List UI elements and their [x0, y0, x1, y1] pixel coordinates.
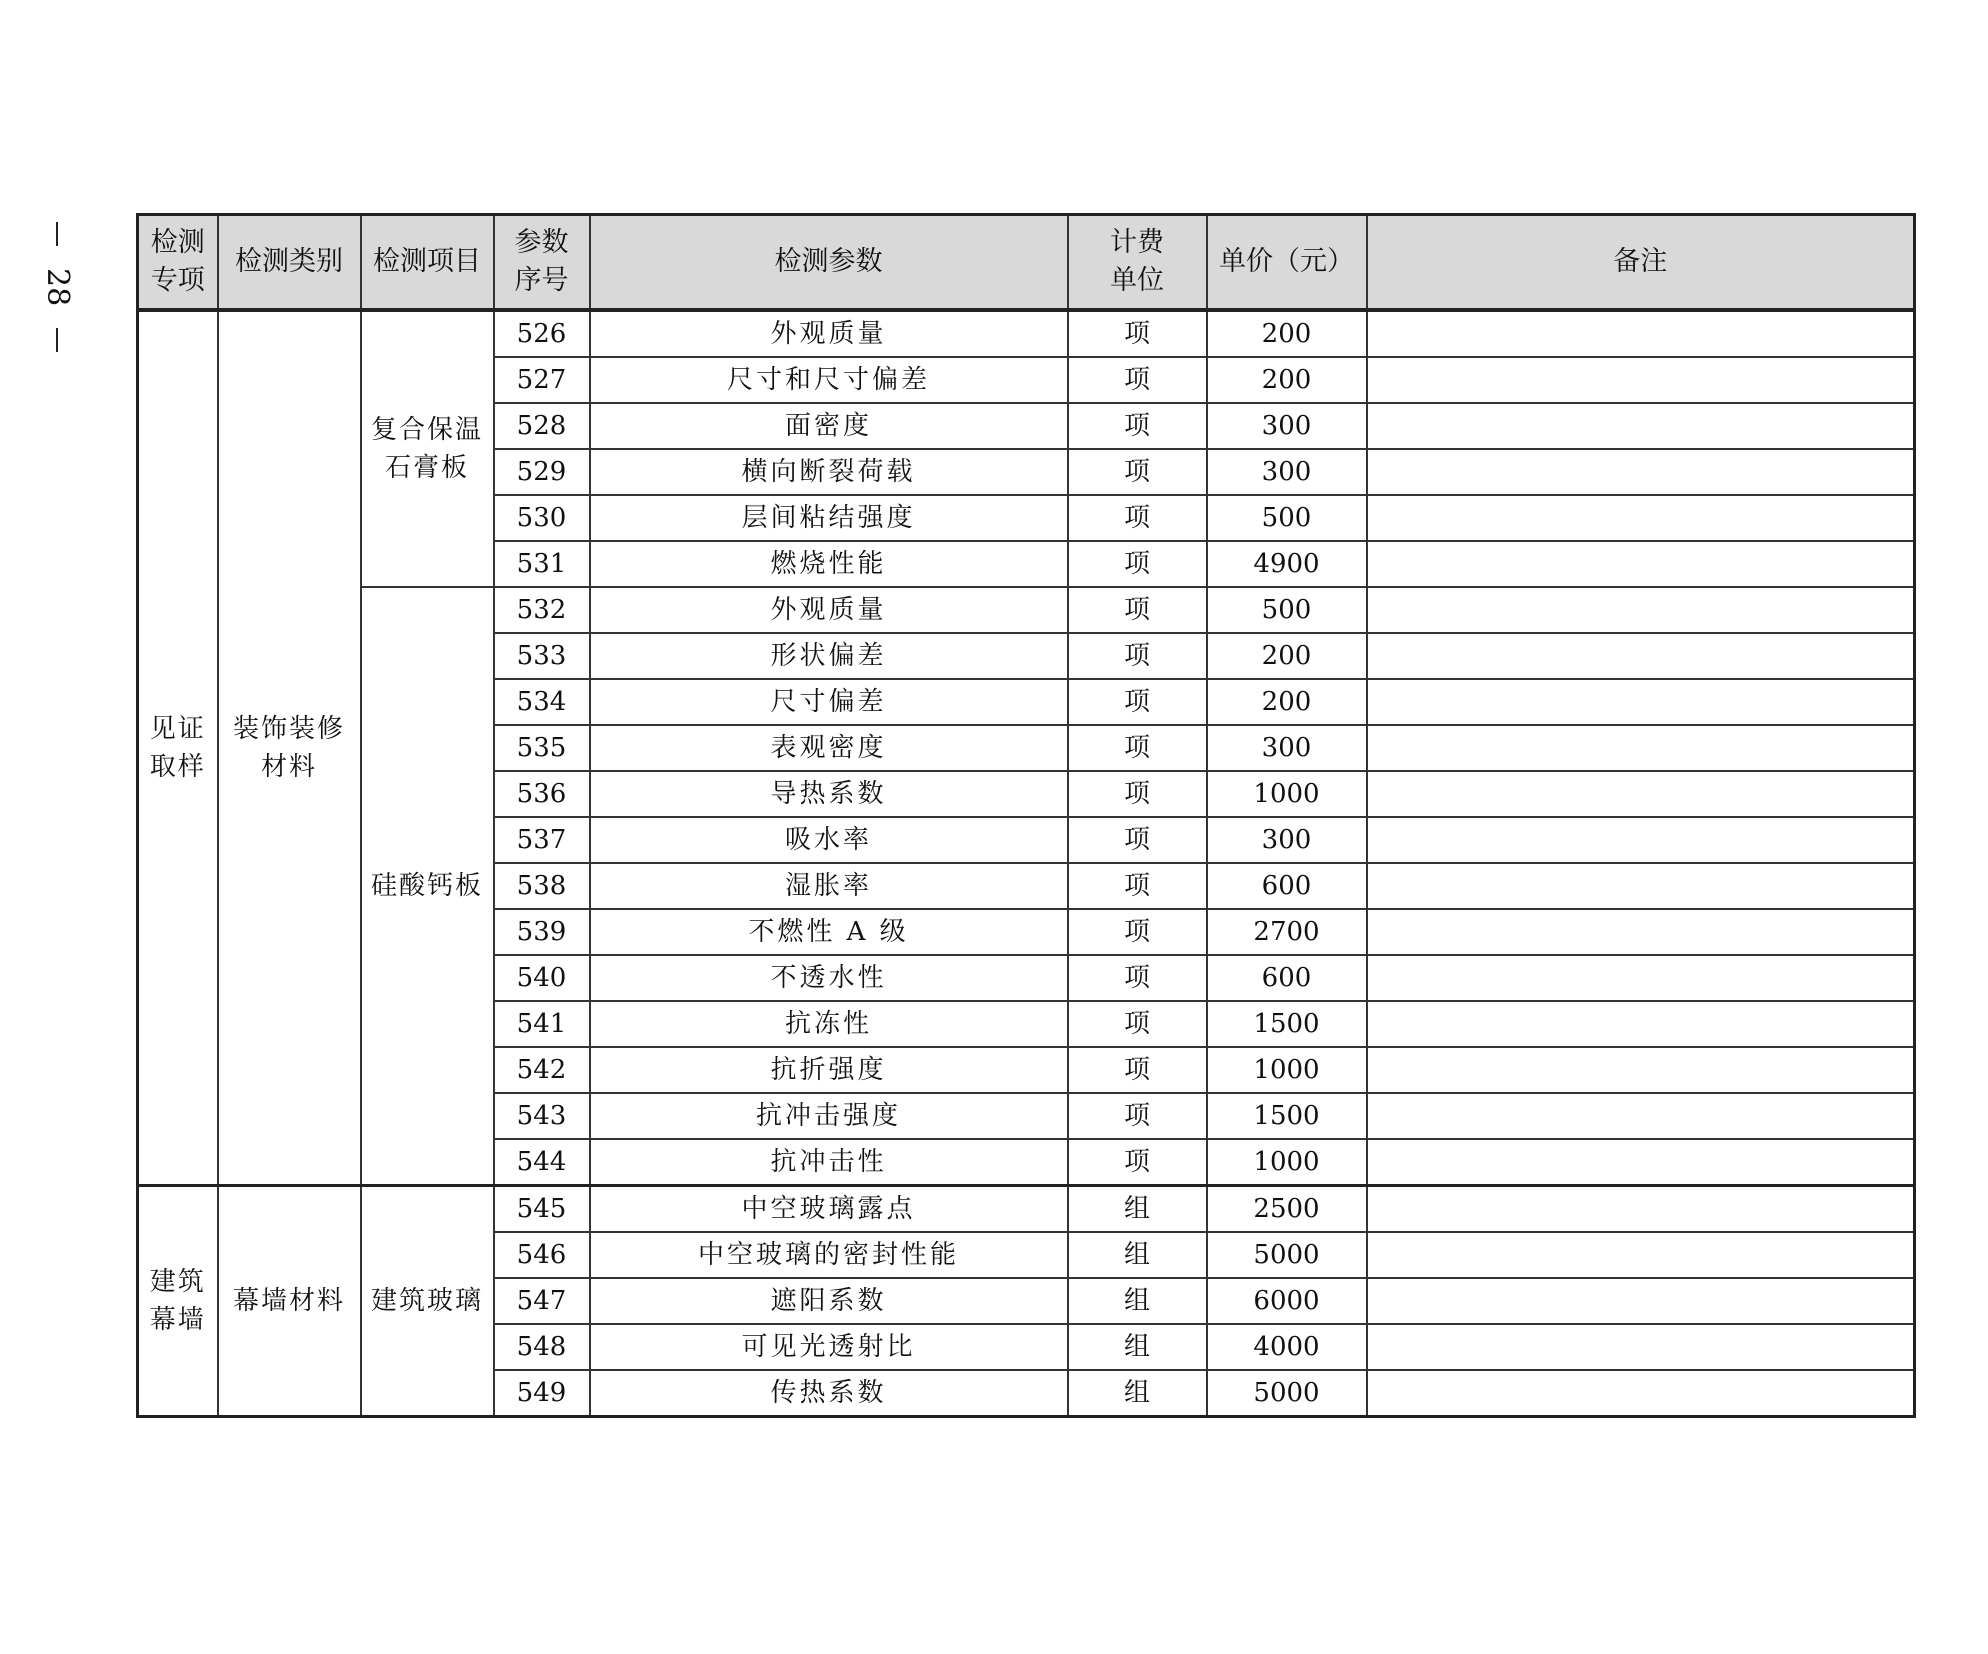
cell-price: 1000	[1207, 771, 1367, 817]
cell-special-curtain-wall: 建筑 幕墙	[138, 1186, 218, 1417]
header-special: 检测 专项	[138, 215, 218, 311]
cell-seq: 528	[494, 403, 590, 449]
cell-param: 不燃性 A 级	[590, 909, 1068, 955]
cell-price: 4000	[1207, 1324, 1367, 1370]
cell-param: 不透水性	[590, 955, 1068, 1001]
cell-remark	[1367, 357, 1915, 403]
cell-unit: 项	[1068, 955, 1207, 1001]
cell-param: 抗冲击强度	[590, 1093, 1068, 1139]
cell-remark	[1367, 909, 1915, 955]
cell-price: 1500	[1207, 1001, 1367, 1047]
header-remark: 备注	[1367, 215, 1915, 311]
cell-remark	[1367, 310, 1915, 357]
cell-remark	[1367, 449, 1915, 495]
cell-unit: 项	[1068, 1001, 1207, 1047]
page-number-top-dash	[56, 222, 58, 246]
cell-unit: 组	[1068, 1324, 1207, 1370]
cell-unit: 项	[1068, 679, 1207, 725]
cell-remark	[1367, 1324, 1915, 1370]
cell-seq: 533	[494, 633, 590, 679]
cell-unit: 项	[1068, 1093, 1207, 1139]
header-price: 单价（元）	[1207, 215, 1367, 311]
cell-price: 600	[1207, 955, 1367, 1001]
table-row	[138, 1186, 1915, 1233]
cell-unit: 项	[1068, 449, 1207, 495]
cell-seq: 540	[494, 955, 590, 1001]
page-number-text: 28	[40, 267, 75, 307]
header-item: 检测项目	[361, 215, 494, 311]
cell-price: 600	[1207, 863, 1367, 909]
cell-seq: 546	[494, 1232, 590, 1278]
cell-unit: 项	[1068, 587, 1207, 633]
cell-remark	[1367, 1370, 1915, 1417]
cell-price: 300	[1207, 403, 1367, 449]
cell-param: 燃烧性能	[590, 541, 1068, 587]
cell-unit: 组	[1068, 1232, 1207, 1278]
cell-unit: 项	[1068, 495, 1207, 541]
cell-param: 形状偏差	[590, 633, 1068, 679]
cell-param: 湿胀率	[590, 863, 1068, 909]
cell-price: 200	[1207, 310, 1367, 357]
cell-seq: 526	[494, 310, 590, 357]
cell-price: 5000	[1207, 1370, 1367, 1417]
cell-seq: 544	[494, 1139, 590, 1186]
cell-remark	[1367, 771, 1915, 817]
cell-price: 2500	[1207, 1186, 1367, 1233]
cell-seq: 545	[494, 1186, 590, 1233]
cell-param: 吸水率	[590, 817, 1068, 863]
cell-param: 外观质量	[590, 310, 1068, 357]
cell-item-building-glass: 建筑玻璃	[361, 1186, 494, 1417]
cell-remark	[1367, 633, 1915, 679]
cell-price: 200	[1207, 679, 1367, 725]
cell-remark	[1367, 587, 1915, 633]
fee-table	[136, 213, 1916, 1418]
cell-remark	[1367, 955, 1915, 1001]
cell-remark	[1367, 495, 1915, 541]
cell-price: 1000	[1207, 1139, 1367, 1186]
cell-seq: 539	[494, 909, 590, 955]
cell-remark	[1367, 1047, 1915, 1093]
cell-param: 抗冻性	[590, 1001, 1068, 1047]
cell-remark	[1367, 403, 1915, 449]
cell-price: 500	[1207, 587, 1367, 633]
cell-unit: 项	[1068, 403, 1207, 449]
cell-remark	[1367, 863, 1915, 909]
cell-seq: 548	[494, 1324, 590, 1370]
cell-price: 4900	[1207, 541, 1367, 587]
cell-price: 1000	[1207, 1047, 1367, 1093]
cell-seq: 529	[494, 449, 590, 495]
cell-seq: 549	[494, 1370, 590, 1417]
cell-price: 2700	[1207, 909, 1367, 955]
cell-unit: 项	[1068, 725, 1207, 771]
cell-unit: 项	[1068, 863, 1207, 909]
cell-remark	[1367, 1093, 1915, 1139]
cell-param: 导热系数	[590, 771, 1068, 817]
cell-unit: 项	[1068, 1047, 1207, 1093]
cell-remark	[1367, 1186, 1915, 1233]
header-category: 检测类别	[218, 215, 361, 311]
cell-param: 遮阳系数	[590, 1278, 1068, 1324]
cell-seq: 531	[494, 541, 590, 587]
cell-seq: 536	[494, 771, 590, 817]
cell-param: 尺寸偏差	[590, 679, 1068, 725]
cell-seq: 527	[494, 357, 590, 403]
cell-unit: 项	[1068, 357, 1207, 403]
page-number	[40, 222, 74, 352]
cell-param: 表观密度	[590, 725, 1068, 771]
header-row	[138, 215, 1915, 311]
cell-seq: 534	[494, 679, 590, 725]
table-row	[138, 587, 1915, 633]
cell-seq: 541	[494, 1001, 590, 1047]
cell-seq: 532	[494, 587, 590, 633]
cell-category-decoration-material: 装饰装修 材料	[218, 310, 361, 1186]
cell-price: 500	[1207, 495, 1367, 541]
cell-price: 300	[1207, 725, 1367, 771]
cell-unit: 项	[1068, 1139, 1207, 1186]
cell-unit: 项	[1068, 310, 1207, 357]
cell-unit: 组	[1068, 1370, 1207, 1417]
cell-unit: 项	[1068, 771, 1207, 817]
cell-remark	[1367, 679, 1915, 725]
cell-seq: 542	[494, 1047, 590, 1093]
cell-unit: 项	[1068, 817, 1207, 863]
cell-remark	[1367, 817, 1915, 863]
cell-special-witness-sampling: 见证 取样	[138, 310, 218, 1186]
cell-param: 层间粘结强度	[590, 495, 1068, 541]
cell-unit: 项	[1068, 541, 1207, 587]
cell-seq: 530	[494, 495, 590, 541]
cell-param: 尺寸和尺寸偏差	[590, 357, 1068, 403]
cell-price: 200	[1207, 633, 1367, 679]
cell-remark	[1367, 725, 1915, 771]
table-row	[138, 310, 1915, 357]
cell-price: 1500	[1207, 1093, 1367, 1139]
cell-price: 300	[1207, 449, 1367, 495]
cell-price: 6000	[1207, 1278, 1367, 1324]
cell-param: 面密度	[590, 403, 1068, 449]
cell-seq: 538	[494, 863, 590, 909]
cell-unit: 项	[1068, 909, 1207, 955]
cell-remark	[1367, 1001, 1915, 1047]
cell-unit: 项	[1068, 633, 1207, 679]
cell-param: 中空玻璃露点	[590, 1186, 1068, 1233]
cell-price: 300	[1207, 817, 1367, 863]
header-unit: 计费 单位	[1068, 215, 1207, 311]
cell-param: 横向断裂荷载	[590, 449, 1068, 495]
page-number-bottom-dash	[56, 328, 58, 352]
cell-remark	[1367, 1232, 1915, 1278]
cell-seq: 543	[494, 1093, 590, 1139]
cell-remark	[1367, 1139, 1915, 1186]
header-seq: 参数 序号	[494, 215, 590, 311]
cell-param: 外观质量	[590, 587, 1068, 633]
cell-param: 传热系数	[590, 1370, 1068, 1417]
cell-item-composite-gypsum-board: 复合保温 石膏板	[361, 310, 494, 587]
cell-unit: 组	[1068, 1186, 1207, 1233]
cell-param: 中空玻璃的密封性能	[590, 1232, 1068, 1278]
cell-seq: 537	[494, 817, 590, 863]
header-param: 检测参数	[590, 215, 1068, 311]
cell-param: 抗折强度	[590, 1047, 1068, 1093]
cell-remark	[1367, 541, 1915, 587]
cell-category-curtain-wall-material: 幕墙材料	[218, 1186, 361, 1417]
cell-item-calcium-silicate-board: 硅酸钙板	[361, 587, 494, 1186]
cell-price: 5000	[1207, 1232, 1367, 1278]
cell-param: 可见光透射比	[590, 1324, 1068, 1370]
cell-seq: 535	[494, 725, 590, 771]
cell-price: 200	[1207, 357, 1367, 403]
cell-param: 抗冲击性	[590, 1139, 1068, 1186]
cell-remark	[1367, 1278, 1915, 1324]
cell-unit: 组	[1068, 1278, 1207, 1324]
cell-seq: 547	[494, 1278, 590, 1324]
